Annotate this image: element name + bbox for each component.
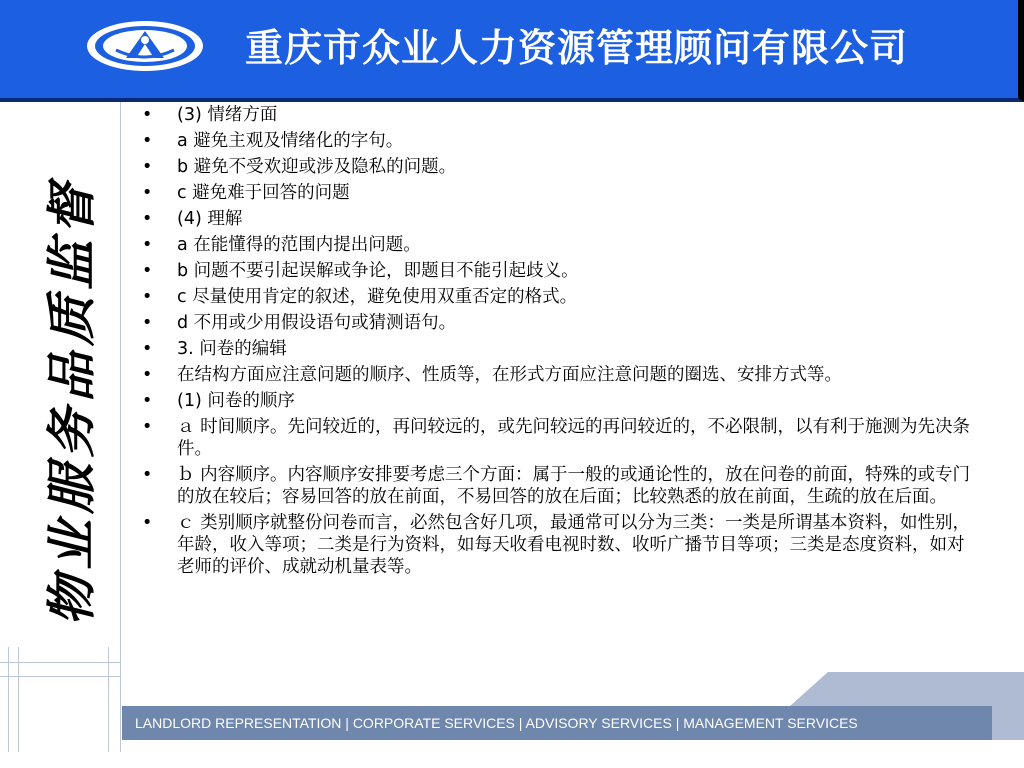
company-logo-icon <box>86 20 204 72</box>
vertical-title: 物业服务品质监督 <box>42 178 101 626</box>
content-list <box>142 104 972 582</box>
list-item: • ｃ 类别顺序就整份问卷而言，必然包含好几项，最通常可以分为三类：一类是所谓基本资料，如性别，年龄，收入等项；二类是行为资料，如每天收看电视时数、收听广播节目等项；三类是态度资料，如对老师的评价、成就动机量表等。 <box>142 512 972 578</box>
list-item: • (3) 情绪方面 <box>142 104 972 126</box>
list-item: • ｂ 内容顺序。内容顺序安排要考虑三个方面：属于一般的或通论性的，放在问卷的前面，特殊的或专门的放在较后；容易回答的放在前面，不易回答的放在后面；比较熟悉的放在前面，生疏的放在后面。 <box>142 464 972 508</box>
list-item: • b 问题不要引起误解或争论，即题目不能引起歧义。 <box>142 260 972 282</box>
list-item: • a 避免主观及情绪化的字句。 <box>142 130 972 152</box>
list-item: • c 避免难于回答的问题 <box>142 182 972 204</box>
list-item: • c 尽量使用肯定的叙述，避免使用双重否定的格式。 <box>142 286 972 308</box>
list-item: • b 避免不受欢迎或涉及隐私的问题。 <box>142 156 972 178</box>
list-item: • 在结构方面应注意问题的顺序、性质等，在形式方面应注意问题的圈选、安排方式等。 <box>142 364 972 386</box>
list-item: • d 不用或少用假设语句或猜测语句。 <box>142 312 972 334</box>
list-item: • ａ 时间顺序。先问较近的，再问较远的，或先问较远的再问较近的，不必限制，以有利于施测为先决条件。 <box>142 416 972 460</box>
list-item: • a 在能懂得的范围内提出问题。 <box>142 234 972 256</box>
header-banner <box>0 0 1024 102</box>
company-name: 重庆市众业人力资源管理顾问有限公司 <box>245 25 909 70</box>
list-item: • 3. 问卷的编辑 <box>142 338 972 360</box>
list-item: • (1) 问卷的顺序 <box>142 390 972 412</box>
list-item: • (4) 理解 <box>142 208 972 230</box>
footer-services: LANDLORD REPRESENTATION | CORPORATE SERVICES | ADVISORY SERVICES | MANAGEMENT SERVICES <box>135 715 858 731</box>
